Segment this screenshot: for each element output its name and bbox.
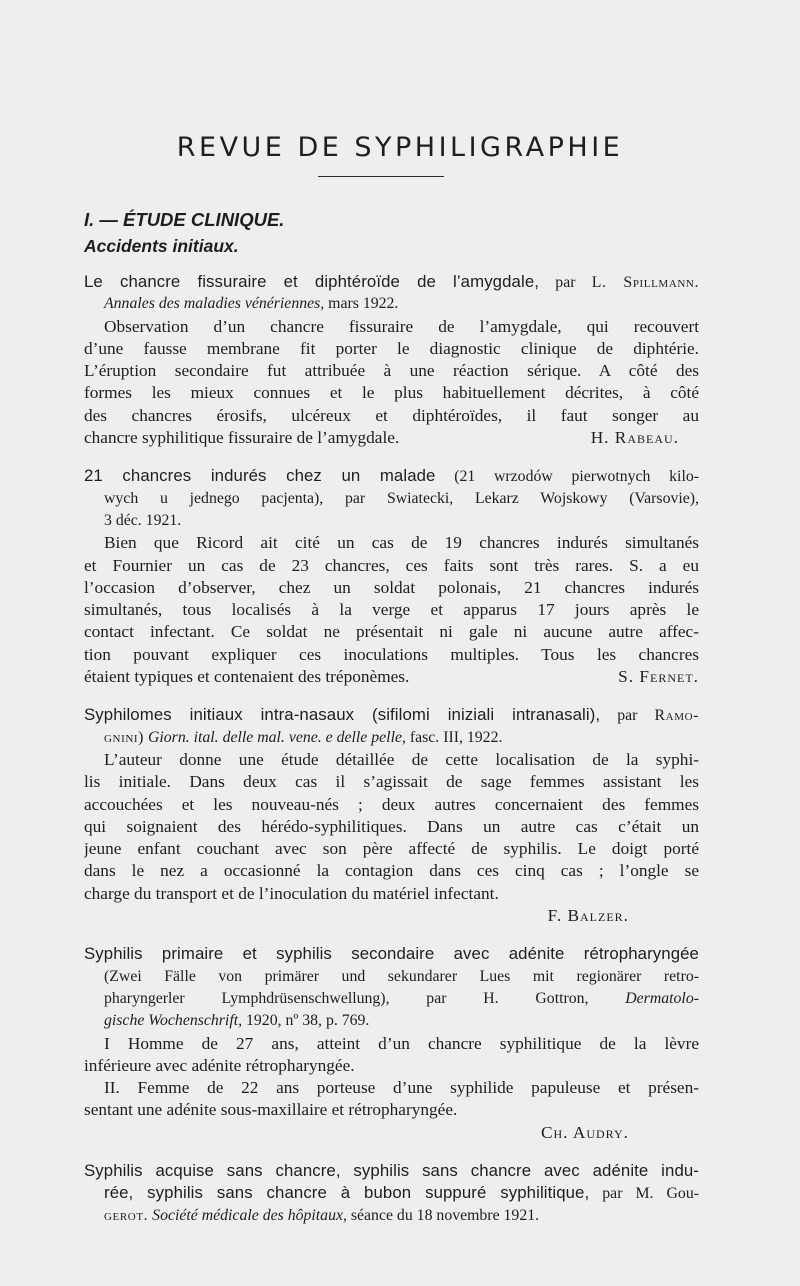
article [84, 271, 699, 449]
signature: H. Rabeau. [590, 428, 679, 448]
article-heading-line [84, 293, 699, 315]
heading-text: par [600, 707, 655, 725]
journal-name: Dermatolo- [588, 989, 699, 1007]
title-rule [318, 176, 444, 177]
article [84, 465, 699, 688]
signature: S. Fernet. [618, 667, 699, 687]
journal-name: Annales des maladies vénériennes, [104, 295, 325, 313]
author-name: L. Spillmann. [591, 274, 699, 291]
body-line: chancre syphilitique fissuraire de l’amygdale. [84, 428, 400, 448]
body-line: Bien que Ricord ait cité un cas de 19 chancres indurés simultanés [104, 533, 699, 553]
journal-name: gische Wochenschrift, [104, 1012, 243, 1030]
article-heading-line [84, 988, 699, 1010]
body-line: tion pouvant expliquer ces inoculations multiples. Tous les chancres [84, 644, 699, 664]
body-line: qui soignaient des hérédo-syphilitiques. Dans un autre cas c’était un [84, 816, 699, 836]
body-line: des chancres érosifs, ulcéreux et diphtéroïdes, il faut songer au [84, 405, 699, 425]
article-title: Syphilomes initiaux intra-nasaux (sifilomi iniziali intranasali), [84, 705, 601, 725]
body-line: accouchées et les nouveau-nés ; deux autres concernaient des femmes [84, 794, 699, 814]
article-heading-line [84, 1010, 699, 1032]
body-line: I Homme de 27 ans, atteint d’un chancre syphilitique de la lèvre [104, 1033, 699, 1053]
heading-text: pharyngerler Lymphdrüsenschwellung), par H. Gottron, [104, 989, 589, 1007]
heading-text: fasc. III, 1922. [405, 728, 503, 746]
journal-name: Société médicale des hôpitaux, [148, 1206, 347, 1224]
article-title: Syphilis primaire et syphilis secondaire avec adénite rétropharyngée [84, 944, 699, 964]
heading-text: séance du 18 novembre 1921. [346, 1206, 540, 1224]
body-line: Observation d’un chancre fissuraire de l’amygdale, qui recouvert [104, 316, 699, 336]
body-line: II. Femme de 22 ans porteuse d’une syphilide papuleuse et présen- [104, 1078, 699, 1098]
signature [84, 905, 699, 927]
article [84, 1160, 699, 1227]
article [84, 943, 699, 1144]
signature-text: Ch. Audry. [540, 1122, 629, 1142]
subsection-title: Accidents initiaux. [84, 236, 239, 256]
heading-text: par M. Gou- [589, 1185, 699, 1203]
article-heading-line [84, 271, 699, 293]
body-line: lis initiale. Dans deux cas il s’agissait de sage femmes assistant les [84, 772, 699, 792]
body-line: simultanés, tous localisés à la verge et apparus 17 jours après le [84, 600, 699, 620]
journal-name: Giorn. ital. delle mal. vene. e delle pelle, [144, 728, 406, 746]
article-heading-line: wych u jednego pacjenta), par Swiatecki, Lekarz Wojskowy (Varsovie), [104, 489, 699, 507]
body-line: inférieure avec adénite rétropharyngée. [84, 1055, 355, 1075]
body-line-with-signature [84, 666, 699, 688]
article [84, 704, 699, 927]
body-line-with-signature [84, 427, 699, 449]
heading-text: 1920, nº 38, p. 769. [242, 1012, 370, 1030]
article-title: rée, syphilis sans chancre à bubon suppuré syphilitique, [104, 1183, 590, 1203]
body-line: contact infectant. Ce soldat ne présentait ni gale ni aucune autre affec- [84, 622, 699, 642]
body-line: jeune enfant couchant avec son père affecté de syphilis. Le doigt porté [84, 839, 699, 859]
author-name: Ramo- [654, 707, 699, 725]
body-line: étaient typiques et contenaient des tréponèmes. [84, 667, 410, 687]
body-line: dans le nez a occasionné la contagion dans ces cinq cas ; l’ongle se [84, 861, 699, 881]
article-heading-line [84, 704, 699, 726]
body-line: et Fournier un cas de 23 chancres, ces faits sont très rares. S. a eu [84, 555, 699, 575]
running-title: REVUE DE SYPHILIGRAPHIE [176, 132, 624, 163]
signature [84, 1122, 699, 1144]
article-heading-line [84, 1205, 699, 1227]
signature-text: F. Balzer. [547, 906, 629, 926]
section-title: I. — ÉTUDE CLINIQUE. [84, 209, 285, 230]
body-line: formes les mieux connues et le plus habituellement décrites, à côté [84, 383, 699, 403]
heading-text: par [539, 274, 592, 291]
author-name: gerot. [104, 1206, 149, 1224]
article-heading-line [84, 943, 699, 965]
article-heading-line [84, 727, 699, 749]
body-line: sentant une adénite sous-maxillaire et rétropharyngée. [84, 1100, 458, 1120]
heading-text: (21 wrzodów pierwotnych kilo- [435, 468, 699, 486]
body-line: L’éruption secondaire fut attribuée à une réaction sérique. A côté des [84, 361, 699, 381]
article-title: Syphilis acquise sans chancre, syphilis sans chancre avec adénite indu- [84, 1160, 699, 1180]
body-line: l’occasion d’observer, chez un soldat polonais, 21 chancres indurés [84, 577, 699, 597]
page-content [84, 196, 699, 1227]
body-line: L’auteur donne une étude détaillée de cette localisation de la syphi- [104, 749, 699, 769]
article-heading-line [84, 1182, 699, 1204]
article-heading-line: 3 déc. 1921. [104, 511, 182, 529]
article-title: 21 chancres indurés chez un malade [84, 466, 436, 486]
author-name: gnini) [104, 728, 145, 746]
article-heading-line [84, 465, 699, 487]
article-title: Le chancre fissuraire et diphtéroïde de l’amygdale, [84, 272, 540, 291]
heading-text: mars 1922. [324, 295, 399, 313]
body-line: charge du transport et de l’inoculation du matériel infectant. [84, 883, 499, 903]
body-line: d’une fausse membrane fit porter le diagnostic clinique de diphtérie. [84, 338, 699, 358]
article-heading-line [84, 1160, 699, 1182]
article-heading-line: (Zwei Fälle von primärer und sekundarer Lues mit regionärer retro- [104, 967, 699, 985]
